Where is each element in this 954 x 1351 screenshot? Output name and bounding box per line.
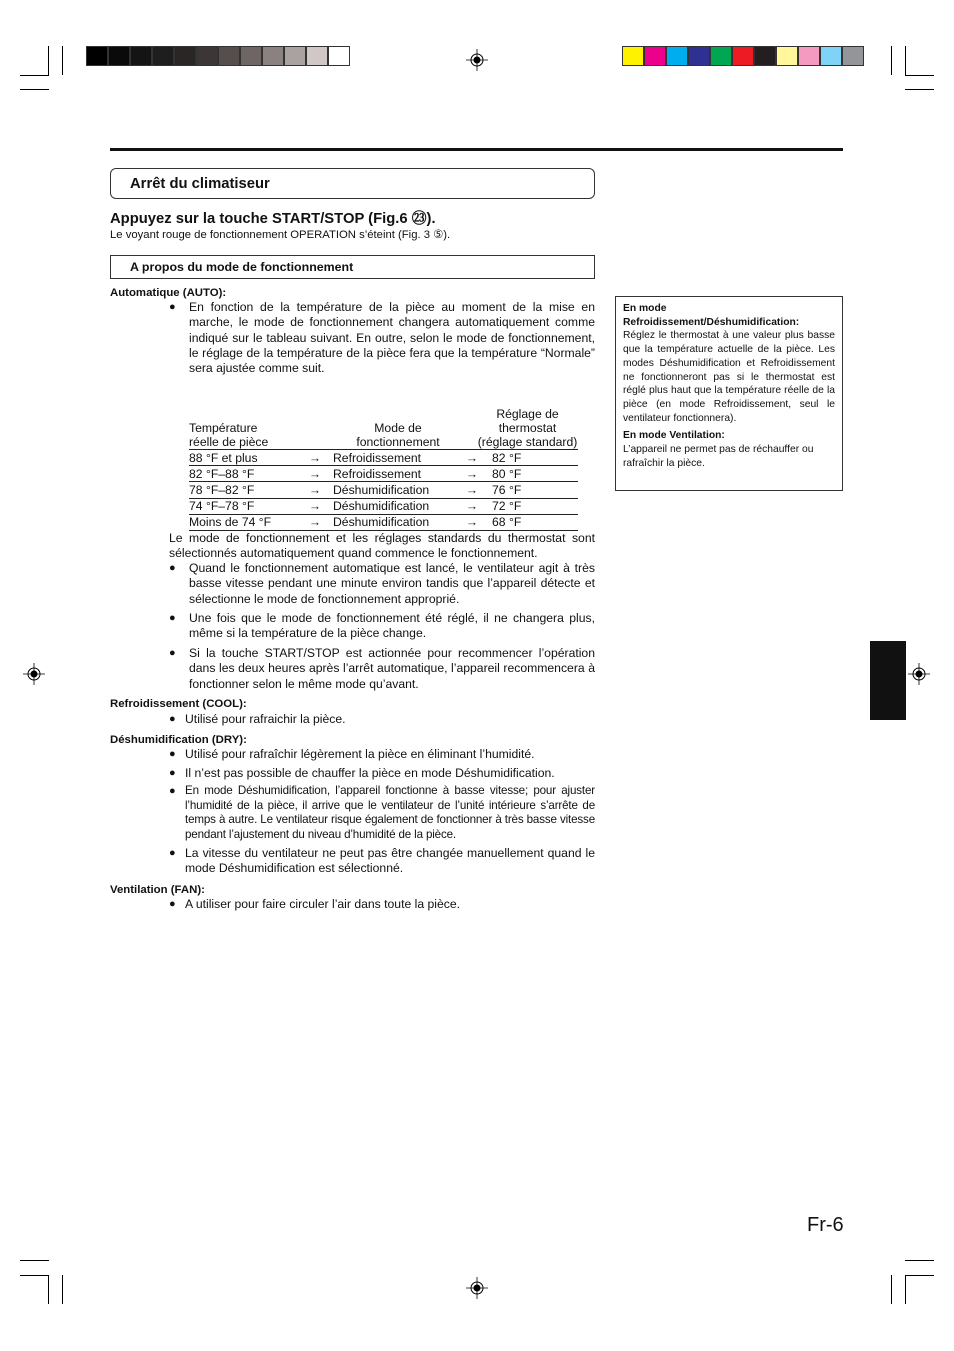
arrow-icon: → [465, 499, 478, 514]
color-swatch [218, 46, 240, 66]
table-cell-temperature: 88 °F et plus → [189, 450, 333, 466]
color-swatch [130, 46, 152, 66]
table-cell-setting: 72 °F [477, 498, 578, 514]
color-swatch [776, 46, 798, 66]
table-row [189, 466, 578, 482]
auto-intro-item [169, 300, 595, 376]
arrow-icon: → [308, 499, 321, 514]
color-swatch [644, 46, 666, 66]
cool-label: Refroidissement (COOL): [110, 698, 247, 710]
table-cell-setting: 80 °F [477, 466, 578, 482]
auto-bullet-text: Une fois que le mode de fonctionnement été réglé, il ne changera plus, même si la température de la pièce change. [189, 611, 595, 641]
subsection-title-box [110, 255, 595, 279]
color-swatch [306, 46, 328, 66]
table-row [189, 498, 578, 514]
dry-label: Déshumidification (DRY): [110, 734, 247, 746]
arrow-icon: → [308, 466, 321, 481]
arrow-icon: → [465, 450, 478, 465]
bullet-icon: ● [169, 785, 176, 797]
arrow-icon: → [308, 515, 321, 530]
color-swatch [86, 46, 108, 66]
auto-bullet-item [169, 561, 595, 607]
color-swatch [108, 46, 130, 66]
color-swatch [284, 46, 306, 66]
table-header-setting: Réglage de thermostat (réglage standard) [477, 407, 578, 449]
fan-label: Ventilation (FAN): [110, 884, 205, 896]
fan-bullet-text: A utiliser pour faire circuler l’air dans toute la pièce. [185, 897, 461, 911]
table-row [189, 450, 578, 466]
bullet-icon: ● [169, 612, 176, 624]
side-note-box [615, 296, 843, 491]
dry-bullet-text: La vitesse du ventilateur ne peut pas être changée manuellement quand le mode Déshumidification est sélectionné. [185, 846, 595, 876]
registration-mark-bottom-icon [466, 1277, 488, 1299]
table-cell-temperature: 74 °F–78 °F → [189, 498, 333, 514]
arrow-icon: → [465, 515, 478, 530]
color-swatch [196, 46, 218, 66]
arrow-icon: → [465, 482, 478, 497]
dry-bullet-item [169, 766, 595, 781]
bullet-icon: ● [169, 713, 176, 725]
auto-intro-text: En fonction de la température de la pièce au moment de la mise en marche, le mode de fonctionnement changera automatiquement comme indiqué sur le tableau suivant. En outre, selon le mode de fonctionnement, le réglage de la température de la pièce fera que la température “Normale” sera ajustée comme suit. [189, 300, 595, 376]
registration-mark-top-icon [466, 49, 488, 71]
page-number: Fr-6 [807, 1214, 844, 1236]
table-cell-mode: Déshumidification → [333, 499, 478, 514]
dry-bullet-item [169, 747, 595, 762]
bullet-icon: ● [169, 748, 176, 760]
auto-bullet-item [169, 646, 595, 692]
table-cell-setting: 68 °F [477, 514, 578, 530]
color-swatch [328, 46, 350, 66]
bullet-icon: ● [169, 562, 176, 574]
side-note-fan-heading: En mode Ventilation: [623, 430, 725, 442]
color-swatch [732, 46, 754, 66]
color-swatch [262, 46, 284, 66]
color-swatch [754, 46, 776, 66]
registration-mark-right-icon [908, 663, 930, 685]
table-cell-mode: Déshumidification → [333, 515, 478, 530]
table-header-mode: Mode de fonctionnement [333, 407, 477, 450]
dry-bullet-item [169, 846, 595, 877]
dry-bullet-item [169, 784, 595, 842]
bullet-icon: ● [169, 647, 176, 659]
auto-after-table-text: Le mode de fonctionnement et les réglages standards du thermostat sont sélectionnés automatiquement quand commence le fonctionnement. [169, 531, 595, 561]
section-title-box [110, 168, 595, 199]
cool-bullet-text: Utilisé pour rafraichir la pièce. [185, 712, 346, 726]
color-swatch [240, 46, 262, 66]
color-swatch [798, 46, 820, 66]
language-tab [870, 641, 906, 720]
table-cell-setting: 82 °F [477, 450, 578, 466]
auto-bullet-text: Si la touche START/STOP est actionnée pour recommencer l’opération dans les deux heures après l’arrêt automatique, l’appareil recommencera à fonctionner selon le même mode qu’avant. [189, 646, 595, 691]
color-swatch [152, 46, 174, 66]
table-row [189, 482, 578, 498]
color-swatch [174, 46, 196, 66]
color-swatch [666, 46, 688, 66]
table-cell-temperature: 78 °F–82 °F → [189, 482, 333, 498]
table-cell-temperature: 82 °F–88 °F → [189, 466, 333, 482]
dry-bullet-text: Il n’est pas possible de chauffer la pièce en mode Déshumidification. [185, 766, 555, 780]
table-header-temperature: Température réelle de pièce [189, 407, 333, 450]
side-note-cooling-text: Réglez le thermostat à une valeur plus basse que la température actuelle de la pièce. Les modes Déshumidification et Refroidissement ne fonctionneront pas si le thermostat est réglé plus haut que la température réelle de la pièce (en mode Refroidissement, seul le ventilateur fonctionnera). [623, 330, 835, 424]
bullet-icon: ● [169, 898, 176, 910]
arrow-icon: → [308, 450, 321, 465]
table-cell-mode: Déshumidification → [333, 482, 478, 497]
bullet-icon: ● [169, 767, 176, 779]
table-cell-temperature: Moins de 74 °F → [189, 514, 333, 530]
arrow-icon: → [308, 482, 321, 497]
header-rule [110, 148, 843, 151]
instruction-heading: Appuyez sur la touche START/STOP (Fig.6 ㉓). [110, 211, 436, 227]
table-cell-mode: Refroidissement → [333, 450, 478, 465]
side-note-cooling-heading: En mode Refroidissement/Déshumidification: [623, 303, 800, 328]
auto-bullet-text: Quand le fonctionnement automatique est lancé, le ventilateur agit à très basse vitesse pendant une minute environ tandis que l’appareil détecte et sélectionne le mode de fonctionnement approprié. [189, 561, 595, 606]
dry-bullet-text: Utilisé pour rafraîchir légèrement la pièce en éliminant l’humidité. [185, 747, 535, 761]
bullet-icon: ● [169, 847, 176, 859]
auto-bullet-item [169, 611, 595, 642]
fan-bullet-item [169, 897, 595, 912]
bullet-icon: ● [169, 301, 176, 313]
auto-mode-table [189, 407, 578, 531]
color-swatch [842, 46, 864, 66]
cool-bullet-item [169, 712, 595, 727]
side-note-fan-text: L’appareil ne permet pas de réchauffer ou rafraîchir la pièce. [623, 444, 814, 469]
color-swatch [710, 46, 732, 66]
dry-bullet-text: En mode Déshumidification, l’appareil fonctionne à basse vitesse; pour ajuster l’humidité de la pièce, il arrive que le ventilateur de l’unité intérieure s’arrête de temps à autre. Le ventilateur risque également de fonctionner à très basse vitesse pendant l’ajustement du niveau d’humidité de la pièce. [185, 784, 595, 841]
instruction-note: Le voyant rouge de fonctionnement OPERATION s’éteint (Fig. 3 ⑤). [110, 229, 451, 241]
color-swatch [622, 46, 644, 66]
color-swatch [688, 46, 710, 66]
registration-mark-left-icon [23, 663, 45, 685]
section-title: Arrêt du climatiseur [130, 176, 270, 192]
table-cell-setting: 76 °F [477, 482, 578, 498]
auto-label: Automatique (AUTO): [110, 287, 227, 299]
table-cell-mode: Refroidissement → [333, 466, 478, 481]
arrow-icon: → [465, 466, 478, 481]
table-row [189, 514, 578, 530]
subsection-title: A propos du mode de fonctionnement [130, 260, 354, 274]
color-swatch [820, 46, 842, 66]
